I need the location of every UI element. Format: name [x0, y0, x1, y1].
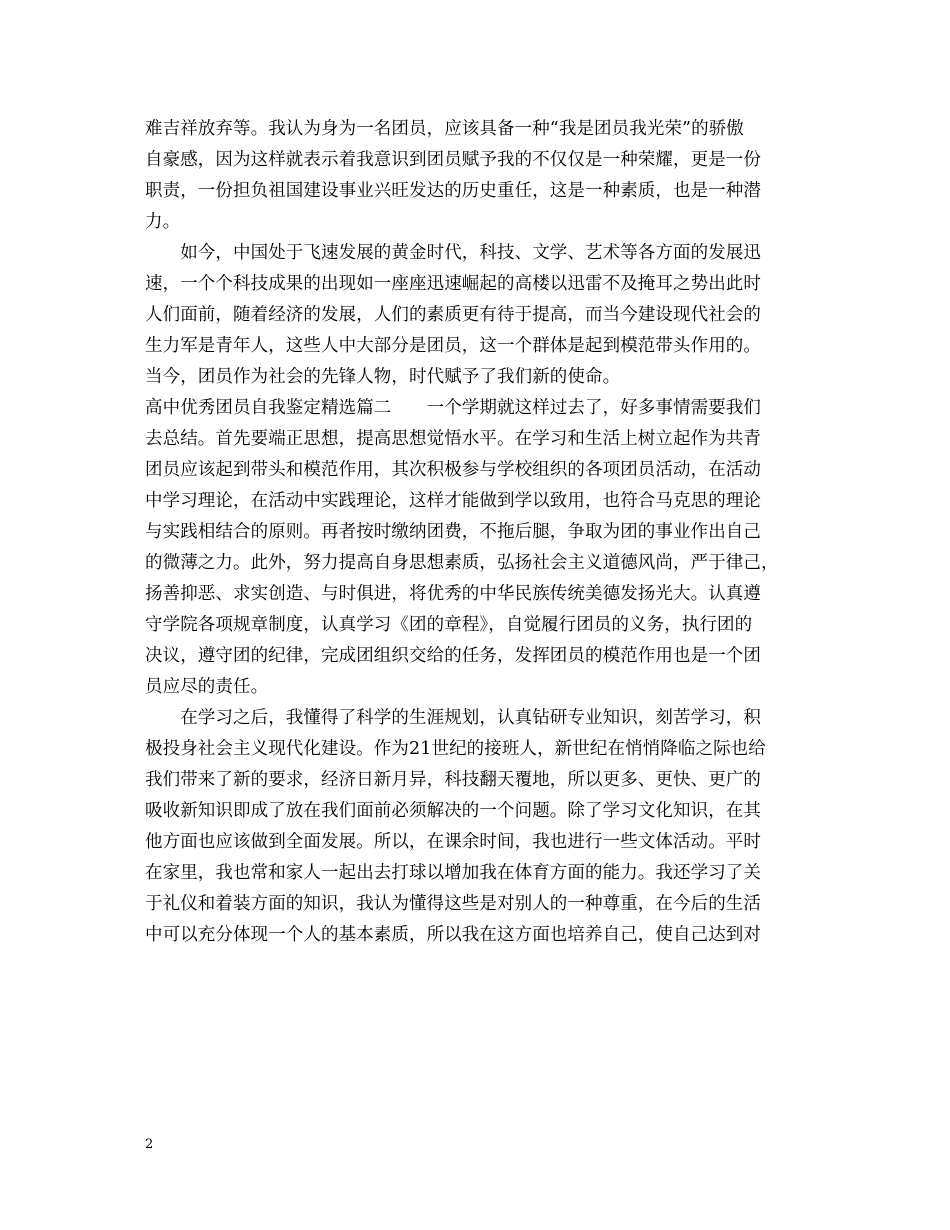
section-heading-line: 高中优秀团员自我鉴定精选篇二 一个学期就这样过去了，好多事情需要我们 — [145, 398, 761, 418]
text-line: 去总结。首先要端正思想，提高思想觉悟水平。在学习和生活上树立起作为共青 — [145, 429, 761, 449]
text-line: 在家里，我也常和家人一起出去打球以增加我在体育方面的能力。我还学习了关 — [145, 863, 761, 883]
text-line: 决议，遵守团的纪律，完成团组织交给的任务，发挥团员的模范作用也是一个团 — [145, 646, 761, 666]
text-line: 当今，团员作为社会的先锋人物，时代赋予了我们新的使命。 — [145, 367, 621, 387]
text-line: 速，一个个科技成果的出现如一座座迅速崛起的高楼以迅雷不及掩耳之势出此时 — [145, 274, 761, 294]
text-line: 职责，一份担负祖国建设事业兴旺发达的历史重任，这是一种素质，也是一种潜 — [145, 181, 761, 201]
text-line: 他方面也应该做到全面发展。所以，在课余时间，我也进行一些文体活动。平时 — [145, 832, 761, 852]
text-line: 员应尽的责任。 — [145, 677, 269, 697]
text-line: 扬善抑恶、求实创造、与时俱进，将优秀的中华民族传统美德发扬光大。认真遵 — [145, 584, 761, 604]
body-text — [145, 114, 815, 951]
text-line: 于礼仪和着装方面的知识，我认为懂得这些是对别人的一种尊重，在今后的生活 — [145, 894, 761, 914]
text-line: 力。 — [145, 212, 181, 232]
text-line: 吸收新知识即成了放在我们面前必须解决的一个问题。除了学习文化知识，在其 — [145, 801, 761, 821]
text-line: 人们面前，随着经济的发展，人们的素质更有待于提高，而当今建设现代社会的 — [145, 305, 761, 325]
text-line: 生力军是青年人，这些人中大部分是团员，这一个群体是起到模范带头作用的。 — [145, 336, 761, 356]
text-line: 自豪感，因为这样就表示着我意识到团员赋予我的不仅仅是一种荣耀，更是一份 — [145, 150, 761, 170]
page-number: 2 — [145, 1137, 154, 1152]
text-line: 极投身社会主义现代化建设。作为21世纪的接班人，新世纪在悄悄降临之际也给 — [145, 739, 766, 759]
text-line: 与实践相结合的原则。再者按时缴纳团费，不拖后腿，争取为团的事业作出自己 — [145, 522, 761, 542]
text-line: 我们带来了新的要求，经济日新月异，科技翻天覆地，所以更多、更快、更广的 — [145, 770, 761, 790]
text-line: 中可以充分体现一个人的基本素质，所以我在这方面也培养自己，使自己达到对 — [145, 925, 761, 945]
text-line: 团员应该起到带头和模范作用，其次积极参与学校组织的各项团员活动，在活动 — [145, 460, 761, 480]
text-line: 的微薄之力。此外，努力提高自身思想素质，弘扬社会主义道德风尚，严于律己， — [145, 553, 779, 573]
text-line: 如今，中国处于飞速发展的黄金时代，科技、文学、艺术等各方面的发展迅 — [145, 243, 761, 263]
text-line: 在学习之后，我懂得了科学的生涯规划，认真钻研专业知识，刻苦学习，积 — [145, 708, 761, 728]
text-line: 难吉祥放弃等。我认为身为一名团员，应该具备一种“我是团员我光荣”的骄傲 — [145, 119, 744, 139]
text-line: 中学习理论，在活动中实践理论，这样才能做到学以致用，也符合马克思的理论 — [145, 491, 761, 511]
text-line: 守学院各项规章制度，认真学习《团的章程》，自觉履行团员的义务，执行团的 — [145, 615, 753, 635]
